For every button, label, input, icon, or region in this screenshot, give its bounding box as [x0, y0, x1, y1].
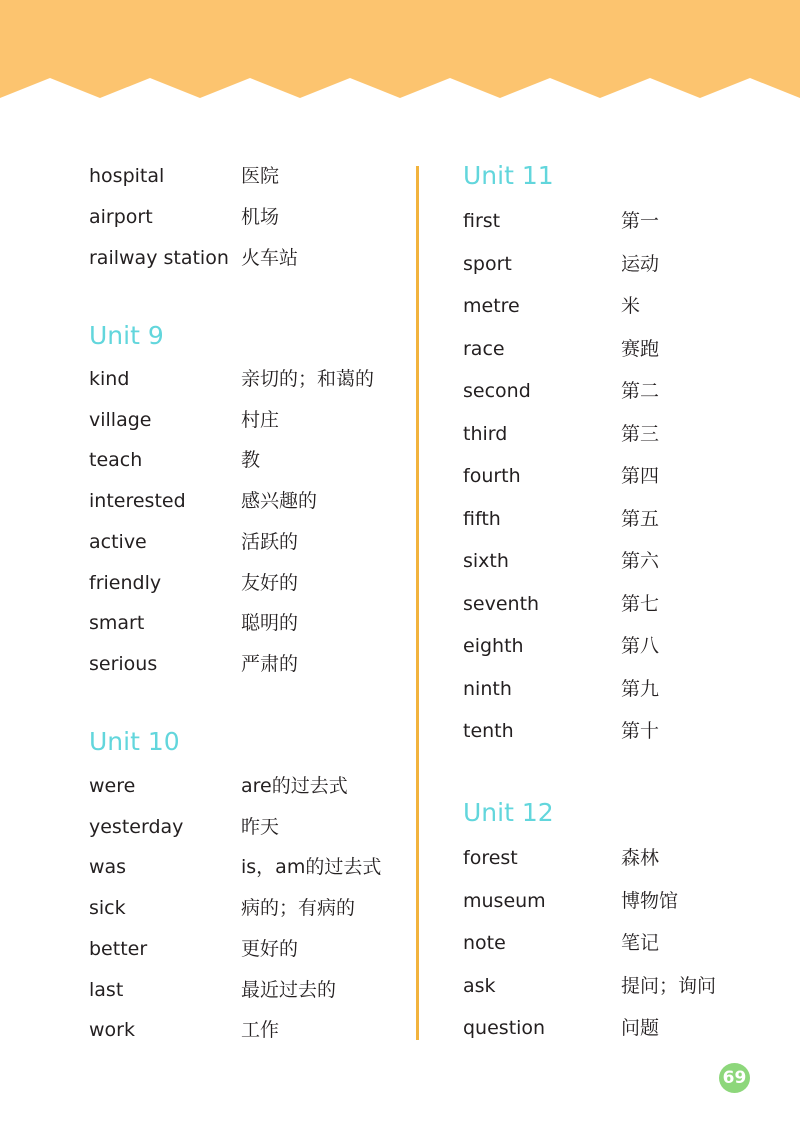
word-english: fourth [463, 465, 521, 487]
word-chinese: 博物馆 [621, 890, 679, 912]
word-english: second [463, 380, 531, 402]
word-english: were [89, 775, 136, 797]
word-english: teach [89, 449, 143, 471]
word-chinese: 第一 [621, 210, 660, 232]
word-chinese: 严肃的 [241, 653, 299, 675]
word-chinese: 聪明的 [241, 612, 299, 634]
word-english: fifth [463, 508, 501, 530]
word-chinese: 活跃的 [241, 531, 299, 553]
word-chinese: is，am的过去式 [241, 856, 382, 878]
word-chinese: 第十 [621, 720, 660, 742]
word-chinese: are的过去式 [241, 775, 348, 797]
word-chinese: 村庄 [241, 409, 280, 431]
word-english: last [89, 979, 124, 1001]
word-chinese: 感兴趣的 [241, 490, 318, 512]
word-english: was [89, 856, 127, 878]
page-number: 69 [722, 1068, 747, 1088]
word-english: sport [463, 253, 512, 275]
word-english: seventh [463, 593, 540, 615]
word-english: friendly [89, 572, 162, 594]
word-chinese: 笔记 [621, 932, 660, 954]
word-chinese: 教 [241, 449, 261, 471]
word-english: ask [463, 975, 496, 997]
word-chinese: 问题 [621, 1017, 660, 1039]
top-decorative-band [0, 0, 800, 110]
word-english: ninth [463, 678, 512, 700]
word-english: yesterday [89, 816, 184, 838]
word-english: interested [89, 490, 186, 512]
unit-title: Unit 9 [89, 321, 164, 350]
word-english: tenth [463, 720, 514, 742]
word-chinese: 第八 [621, 635, 660, 657]
unit-title: Unit 11 [463, 161, 554, 190]
word-chinese: 昨天 [241, 816, 280, 838]
word-chinese: 米 [621, 295, 641, 317]
word-english: museum [463, 890, 546, 912]
word-english: airport [89, 206, 153, 228]
word-chinese: 第五 [621, 508, 660, 530]
word-english: eighth [463, 635, 524, 657]
word-english: question [463, 1017, 546, 1039]
word-chinese: 第九 [621, 678, 660, 700]
word-chinese: 森林 [621, 847, 660, 869]
word-chinese: 工作 [241, 1019, 280, 1041]
word-chinese: 第二 [621, 380, 660, 402]
zigzag-band [0, 0, 800, 98]
word-chinese: 机场 [241, 206, 280, 228]
word-english: work [89, 1019, 135, 1041]
word-english: race [463, 338, 505, 360]
word-english: serious [89, 653, 158, 675]
word-chinese: 更好的 [241, 938, 299, 960]
word-english: third [463, 423, 508, 445]
word-chinese: 最近过去的 [241, 979, 337, 1001]
word-chinese: 病的；有病的 [241, 897, 356, 919]
word-english: sixth [463, 550, 509, 572]
page-number-badge [719, 1063, 750, 1093]
word-english: active [89, 531, 147, 553]
word-english: hospital [89, 165, 165, 187]
word-english: note [463, 932, 506, 954]
word-chinese: 第六 [621, 550, 660, 572]
word-chinese: 第三 [621, 423, 660, 445]
unit-title: Unit 12 [463, 798, 554, 827]
word-english: metre [463, 295, 520, 317]
word-english: better [89, 938, 148, 960]
word-english: sick [89, 897, 126, 919]
word-english: first [463, 210, 501, 232]
word-english: kind [89, 368, 130, 390]
word-chinese: 提问；询问 [621, 975, 717, 997]
word-chinese: 第七 [621, 593, 660, 615]
word-chinese: 赛跑 [621, 338, 660, 360]
word-english: smart [89, 612, 145, 634]
column-divider [416, 166, 419, 1040]
word-chinese: 火车站 [241, 247, 299, 269]
word-chinese: 友好的 [241, 572, 299, 594]
word-chinese: 运动 [621, 253, 660, 275]
word-english: railway station [89, 247, 229, 269]
word-chinese: 医院 [241, 165, 280, 187]
unit-title: Unit 10 [89, 727, 180, 756]
word-chinese: 亲切的；和蔼的 [241, 368, 375, 390]
word-english: village [89, 409, 152, 431]
word-english: forest [463, 847, 518, 869]
word-chinese: 第四 [621, 465, 660, 487]
